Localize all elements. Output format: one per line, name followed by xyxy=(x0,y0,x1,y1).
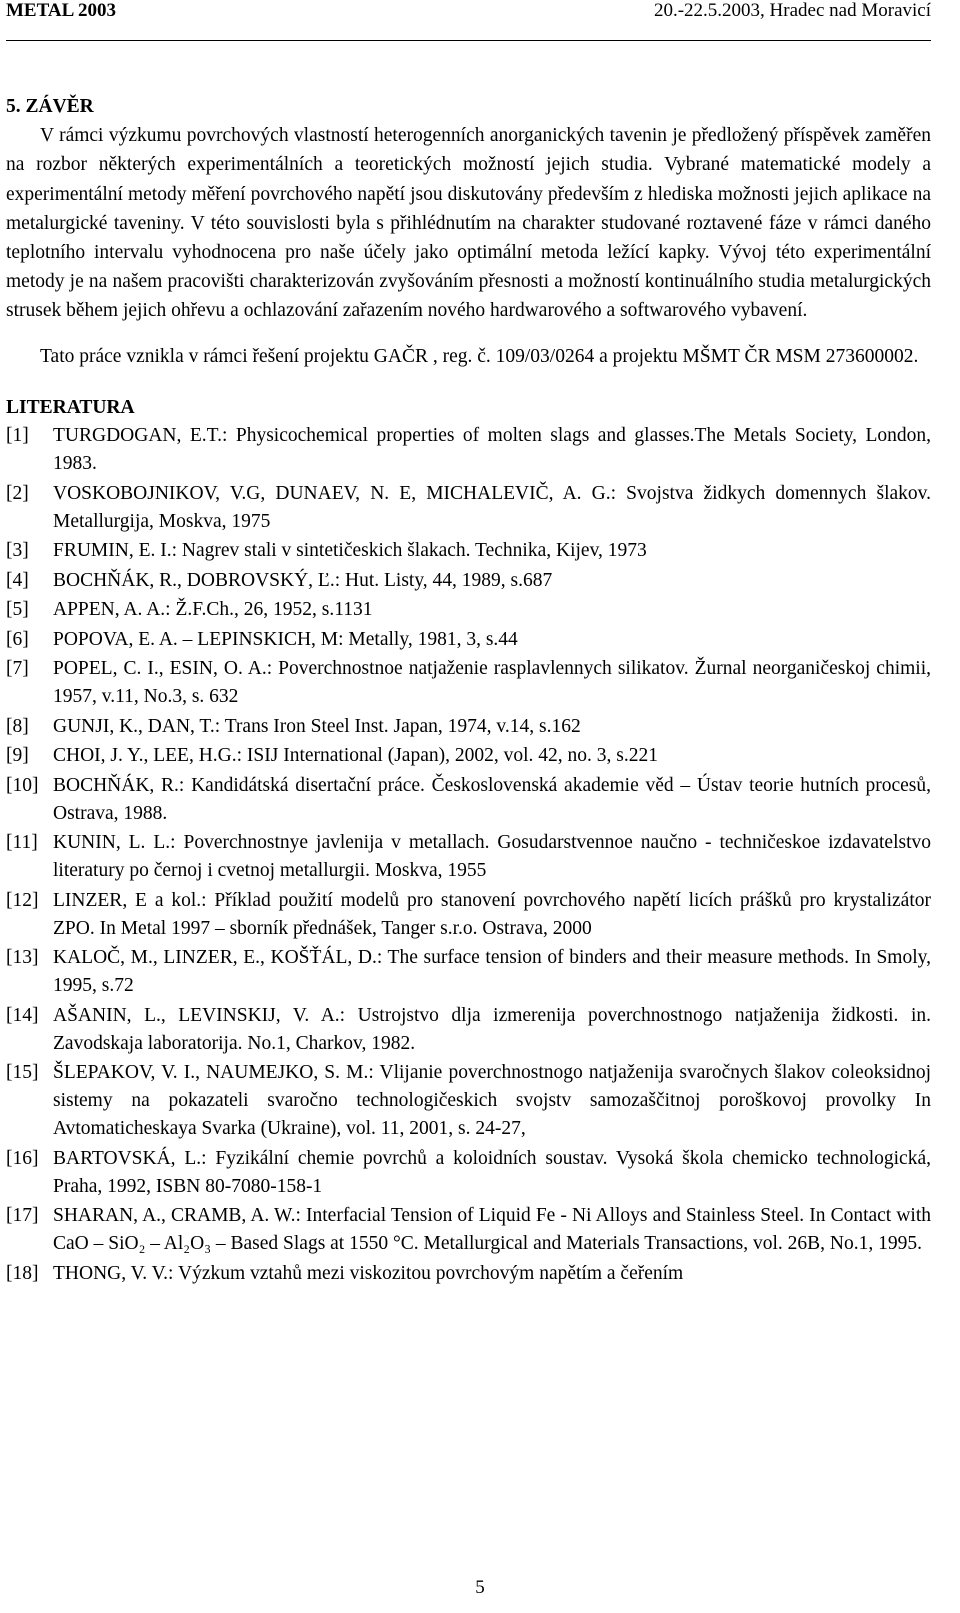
reference-text: BOCHŇÁK, R.: Kandidátská disertační práce. Československá akademie věd – Ústav teorie hutních procesů, Ostrava, 1988. xyxy=(53,774,931,824)
reference-item xyxy=(6,772,931,828)
reference-item xyxy=(6,655,931,711)
reference-text: BARTOVSKÁ, L.: Fyzikální chemie povrchů a koloidních soustav. Vysoká škola chemicko technologická, Praha, 1992, ISBN 80-7080-158-1 xyxy=(53,1147,931,1197)
conference-date-place: 20.-22.5.2003, Hradec nad Moravicí xyxy=(653,0,931,21)
reference-number: [7] xyxy=(6,658,29,680)
section-title: 5. ZÁVĚR xyxy=(6,96,94,117)
reference-item xyxy=(6,422,931,478)
reference-number: [17] xyxy=(6,1205,39,1227)
reference-number: [18] xyxy=(6,1262,39,1284)
reference-item xyxy=(6,713,931,741)
reference-text: GUNJI, K., DAN, T.: Trans Iron Steel Inst. Japan, 1974, v.14, s.162 xyxy=(53,715,581,737)
reference-number: [9] xyxy=(6,745,29,767)
page-number: 5 xyxy=(475,1577,485,1598)
reference-text: LINZER, E a kol.: Příklad použití modelů pro stanovení povrchového napětí licích prášků pro krystalizátor ZPO. In Metal 1997 – sborník přednášek, Tanger s.r.o. Ostrava, 2000 xyxy=(53,889,931,939)
reference-text: ŠLEPAKOV, V. I., NAUMEJKO, S. M.: Vlijanie poverchnostnogo natjaženija svaročnych šlakov coleoksidnoj sistemy na pokazateli svaročno technologičeskich svojstv samozaščitnoj poroškovoj provolky In Avtomaticheskaya Svarka (Ukraine), vol. 11, 2001, s. 24-27, xyxy=(53,1062,931,1140)
reference-item xyxy=(6,944,931,1000)
reference-number: [10] xyxy=(6,774,39,796)
page-content xyxy=(6,92,931,1289)
reference-number: [6] xyxy=(6,628,29,650)
reference-item xyxy=(6,537,931,565)
conference-name: METAL 2003 xyxy=(6,0,116,21)
reference-item xyxy=(6,480,931,536)
reference-number: [13] xyxy=(6,947,39,969)
reference-text: AŠANIN, L., LEVINSKIJ, V. A.: Ustrojstvo dlja izmerenija poverchnostnogo natjaženija židkosti. in. Zavodskaja laboratorija. No.1, Charkov, 1982. xyxy=(53,1004,931,1054)
reference-number: [4] xyxy=(6,569,29,591)
reference-text: VOSKOBOJNIKOV, V.G, DUNAEV, N. E, MICHALEVIČ, A. G.: Svojstva židkych domennych šlakov. Metallurgija, Moskva, 1975 xyxy=(53,482,931,532)
references-title: LITERATURA xyxy=(6,396,135,418)
reference-text: KALOČ, M., LINZER, E., KOŠŤÁL, D.: The surface tension of binders and their measure methods. In Smoly, 1995, s.72 xyxy=(53,947,931,997)
reference-item xyxy=(6,1059,931,1143)
reference-number: [8] xyxy=(6,715,29,737)
reference-list xyxy=(6,422,931,1288)
reference-number: [5] xyxy=(6,599,29,621)
reference-item xyxy=(6,1002,931,1058)
reference-text: CHOI, J. Y., LEE, H.G.: ISIJ International (Japan), 2002, vol. 42, no. 3, s.221 xyxy=(53,745,658,767)
reference-text: POPOVA, E. A. – LEPINSKICH, M: Metally, 1981, 3, s.44 xyxy=(53,628,518,650)
reference-text: POPEL, C. I., ESIN, O. A.: Poverchnostnoe natjaženie rasplavlennych silikatov. Žurnal neorganičeskoj chimii, 1957, v.11, No.3, s. 632 xyxy=(53,658,931,708)
reference-item xyxy=(6,1145,931,1201)
reference-text: APPEN, A. A.: Ž.F.Ch., 26, 1952, s.1131 xyxy=(53,599,373,621)
reference-text: SHARAN, A., CRAMB, A. W.: Interfacial Tension of Liquid Fe - Ni Alloys and Stainless Steel. In Contact with CaO – SiO₂ – Al₂O₃ – Based Slags at 1550 °C. Metallurgical and Materials Transactions, vol. 26B, No.1, 1995. xyxy=(53,1205,931,1255)
reference-item xyxy=(6,626,931,654)
reference-item xyxy=(6,567,931,595)
reference-item xyxy=(6,742,931,770)
reference-text: FRUMIN, E. I.: Nagrev stali v sintetičeskich šlakach. Technika, Kijev, 1973 xyxy=(53,540,647,562)
page-header xyxy=(0,0,960,44)
reference-text: TURGDOGAN, E.T.: Physicochemical properties of molten slags and glasses.The Metals Society, London, 1983. xyxy=(53,425,931,475)
reference-number: [12] xyxy=(6,889,39,911)
reference-item xyxy=(6,887,931,943)
reference-number: [11] xyxy=(6,832,38,854)
reference-number: [3] xyxy=(6,540,29,562)
reference-number: [14] xyxy=(6,1004,39,1026)
conclusion-paragraph: V rámci výzkumu povrchových vlastností heterogenních anorganických tavenin je předložený příspěvek zaměřen na rozbor některých experimentálních a teoretických možností jejich studia. Vybrané matematické modely a experimentální metody měření povrchového napětí jsou diskutovány především z hlediska možnosti jejich aplikace na metalurgické taveniny. V této souvislosti byla s přihlédnutím na charakter studované roztavené fáze v rámci daného teplotního intervalu vyhodnocena pro naše účely jako optimální metoda ležící kapky. Vývoj této experimentální metody je na našem pracovišti charakterizován zvyšováním přesnosti a možností kontinuálního studia metalurgických strusek během jejich ohřevu a ochlazování zařazením nového hardwarového a softwarového vybavení. xyxy=(6,125,931,322)
reference-number: [15] xyxy=(6,1062,39,1084)
acknowledgement-paragraph: Tato práce vznikla v rámci řešení projektu GAČR , reg. č. 109/03/0264 a projektu MŠMT ČR MSM 273600002. xyxy=(40,345,919,367)
reference-item xyxy=(6,596,931,624)
reference-item xyxy=(6,1202,931,1258)
reference-number: [1] xyxy=(6,425,29,447)
reference-text: KUNIN, L. L.: Poverchnostnye javlenija v metallach. Gosudarstvennoe naučno - techničeskoe izdavatelstvo literatury po černoj i cvetnoj metallurgii. Moskva, 1955 xyxy=(53,832,931,882)
reference-number: [16] xyxy=(6,1147,39,1169)
header-rule xyxy=(6,40,931,41)
reference-item xyxy=(6,829,931,885)
reference-text: BOCHŇÁK, R., DOBROVSKÝ, Ľ.: Hut. Listy, 44, 1989, s.687 xyxy=(53,569,553,591)
reference-item xyxy=(6,1260,931,1288)
reference-number: [2] xyxy=(6,482,29,504)
reference-text: THONG, V. V.: Výzkum vztahů mezi viskozitou povrchovým napětím a čeřením xyxy=(53,1262,684,1284)
